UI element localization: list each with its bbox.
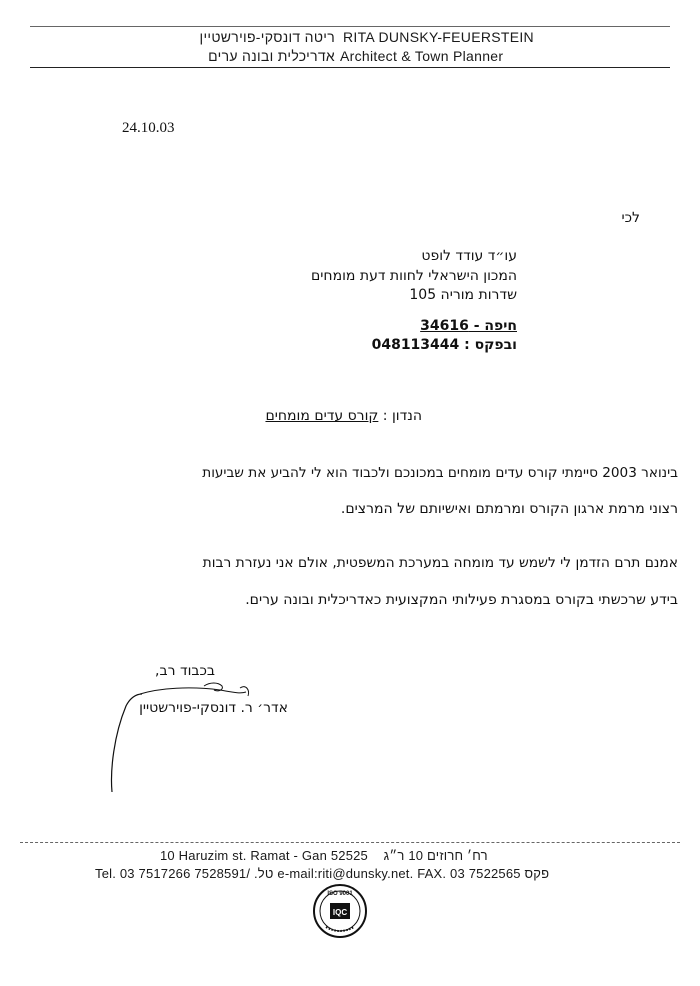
body-p1-line2: רצוני מרמת ארגון הקורס ומרמתם ואישיותם של המרצים. — [340, 501, 678, 517]
footer-address-en: 10 Haruzim st. Ramat - Gan 52525 — [160, 848, 368, 863]
body-p1-line1: בינואר 2003 סיימתי קורס עדים מומחים במכונכם ולכבוד הוא לי להביע את שביעות — [202, 465, 678, 481]
subject-line — [265, 408, 422, 424]
letterhead-title-he: אדריכלית ובונה ערים — [208, 48, 335, 64]
body-p2-line2: בידע שרכשתי בקורס במסגרת פעילותי המקצועית כאדריכלית ובונה ערים. — [245, 592, 678, 608]
iso-seal-logo — [312, 883, 368, 939]
footer-top-rule — [20, 842, 680, 843]
closing-regards: בכבוד רב, — [155, 663, 215, 679]
letterhead-name-en: RITA DUNSKY-FEUERSTEIN — [343, 29, 534, 45]
signature-scribble — [100, 680, 300, 800]
footer-address-he: רח׳ חרוזים 10 ר״ג — [383, 848, 488, 863]
recipient-city: חיפה - 34616 — [420, 318, 517, 334]
letterhead-title-en: Architect & Town Planner — [340, 48, 504, 64]
footer-tel-en: Tel. 03 7517266 7528591 — [95, 866, 247, 881]
footer-contact-line: Tel. 03 7517266 7528591/ טל. e-mail:riti@dunsky.net. FAX. 03 7522565 פקס — [95, 866, 550, 881]
recipient-name: עו״ד עודד לופט — [421, 248, 517, 264]
footer-fax-he: פקס — [524, 866, 550, 881]
iso-seal — [312, 883, 368, 939]
footer-tel-he: טל. — [253, 866, 274, 881]
letterhead-name-he: ריטה דונסקי-פוירשטיין — [199, 29, 335, 45]
iso-seal-center: IQC — [332, 908, 348, 917]
body-p2-line1: אמנם תרם הזדמן לי לשמש עד מומחה במערכת המשפטית, אולם אני נעזרת רבות — [202, 555, 678, 571]
recipient-street: שדרות מוריה 105 — [409, 287, 517, 303]
footer-address-line — [160, 848, 488, 863]
recipient-org: המכון הישראלי לחוות דעת מומחים — [311, 268, 517, 284]
subject-label: הנדון : — [382, 408, 422, 424]
footer-fax-en: FAX. 03 7522565 — [417, 866, 521, 881]
iso-seal-top: ISO 9001 — [327, 891, 353, 897]
recipient-fax: ובפקס : 048113444 — [371, 337, 517, 353]
letterhead-bottom-rule — [30, 67, 670, 68]
letterhead-top-rule — [30, 26, 670, 27]
letter-date: 24.10.03 — [122, 120, 175, 136]
footer-email: e-mail:riti@dunsky.net. — [277, 866, 414, 881]
subject-text: קורס עדים מומחים — [265, 408, 379, 424]
signature-name: אדר׳ ר. דונסקי-פוירשטיין — [139, 700, 288, 716]
to-label: לכי — [621, 210, 640, 226]
